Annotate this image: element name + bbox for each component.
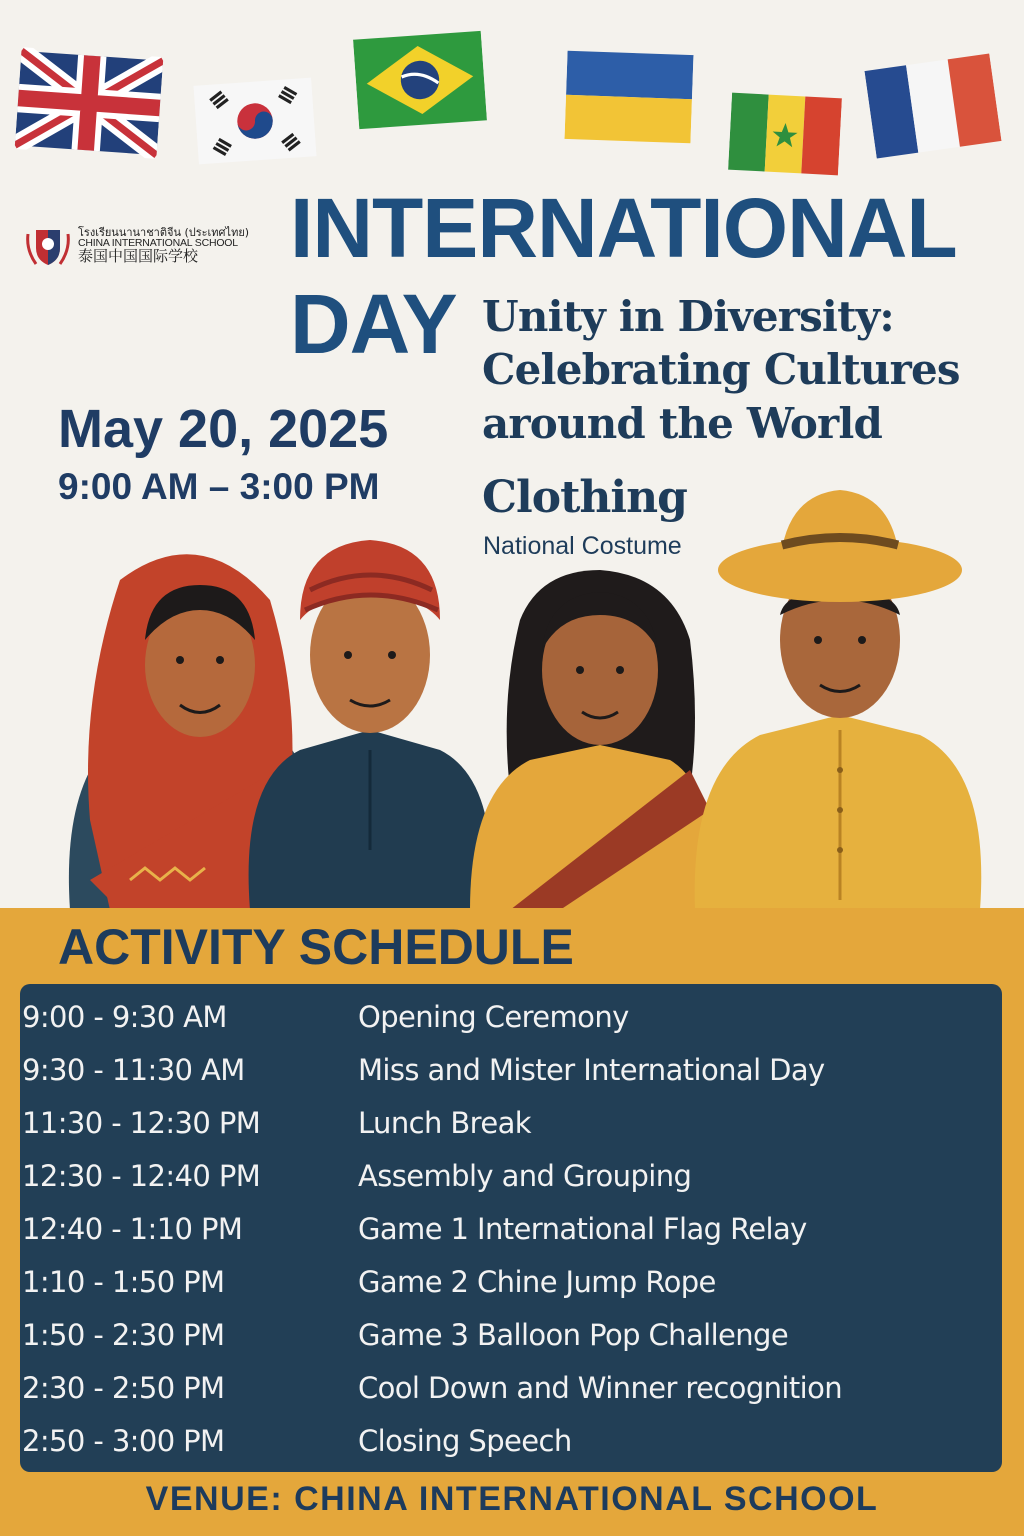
schedule-activity: Assembly and Grouping [358, 1159, 692, 1193]
schedule-activity: Opening Ceremony [358, 1000, 629, 1034]
schedule-time: 2:50 - 3:00 PM [22, 1424, 225, 1458]
logo-chinese-text: 泰国中国国际学校 [78, 247, 199, 266]
event-subtitle: Unity in Diversity: Celebrating Cultures around the World [482, 292, 960, 448]
event-date: May 20, 2025 [58, 399, 389, 459]
uk-flag-icon [15, 47, 164, 159]
event-title-line1: INTERNATIONAL [290, 181, 957, 275]
schedule-time: 1:50 - 2:30 PM [22, 1318, 225, 1352]
schedule-row [20, 1149, 1002, 1202]
schedule-row [20, 1414, 1002, 1467]
schedule-heading: ACTIVITY SCHEDULE [58, 919, 574, 975]
schedule-activity: Cool Down and Winner recognition [358, 1371, 843, 1405]
schedule-time: 1:10 - 1:50 PM [22, 1265, 225, 1299]
schedule-activity: Game 1 International Flag Relay [358, 1212, 807, 1246]
schedule-time: 9:00 - 9:30 AM [22, 1000, 227, 1034]
schedule-table [20, 984, 1002, 1472]
theme-subtitle: National Costume [483, 532, 682, 560]
schedule-time: 11:30 - 12:30 PM [22, 1106, 261, 1140]
schedule-time: 12:30 - 12:40 PM [22, 1159, 261, 1193]
person-sari-illustration [470, 570, 712, 910]
schedule-time: 2:30 - 2:50 PM [22, 1371, 225, 1405]
schedule-activity: Game 2 Chine Jump Rope [358, 1265, 716, 1299]
school-seal-icon [22, 220, 74, 272]
school-logo [22, 218, 278, 274]
schedule-activity: Closing Speech [358, 1424, 572, 1458]
senegal-flag-icon [728, 89, 842, 179]
schedule-activity: Lunch Break [358, 1106, 531, 1140]
france-flag-icon [864, 50, 1002, 163]
schedule-row [20, 1255, 1002, 1308]
logo-thai-text: โรงเรียนนานาชาติจีน (ประเทศไทย) [78, 225, 250, 239]
schedule-activity: Game 3 Balloon Pop Challenge [358, 1318, 789, 1352]
schedule-row [20, 990, 1002, 1043]
schedule-activity: Miss and Mister International Day [358, 1053, 825, 1087]
south-korea-flag-icon [193, 76, 316, 166]
event-title-line2: DAY [290, 277, 457, 371]
schedule-time: 12:40 - 1:10 PM [22, 1212, 243, 1246]
schedule-row [20, 1096, 1002, 1149]
schedule-row [20, 1043, 1002, 1096]
logo-english-text: CHINA INTERNATIONAL SCHOOL [78, 237, 238, 250]
brazil-flag-icon [353, 28, 487, 133]
event-time: 9:00 AM – 3:00 PM [58, 466, 380, 507]
schedule-row [20, 1308, 1002, 1361]
ukraine-flag-icon [564, 46, 693, 148]
person-hat-illustration [695, 490, 982, 910]
venue-text: VENUE: CHINA INTERNATIONAL SCHOOL [145, 1480, 879, 1518]
theme-title: Clothing [482, 472, 687, 523]
schedule-row [20, 1202, 1002, 1255]
people-illustration [0, 480, 1024, 910]
schedule-row [20, 1361, 1002, 1414]
schedule-time: 9:30 - 11:30 AM [22, 1053, 245, 1087]
